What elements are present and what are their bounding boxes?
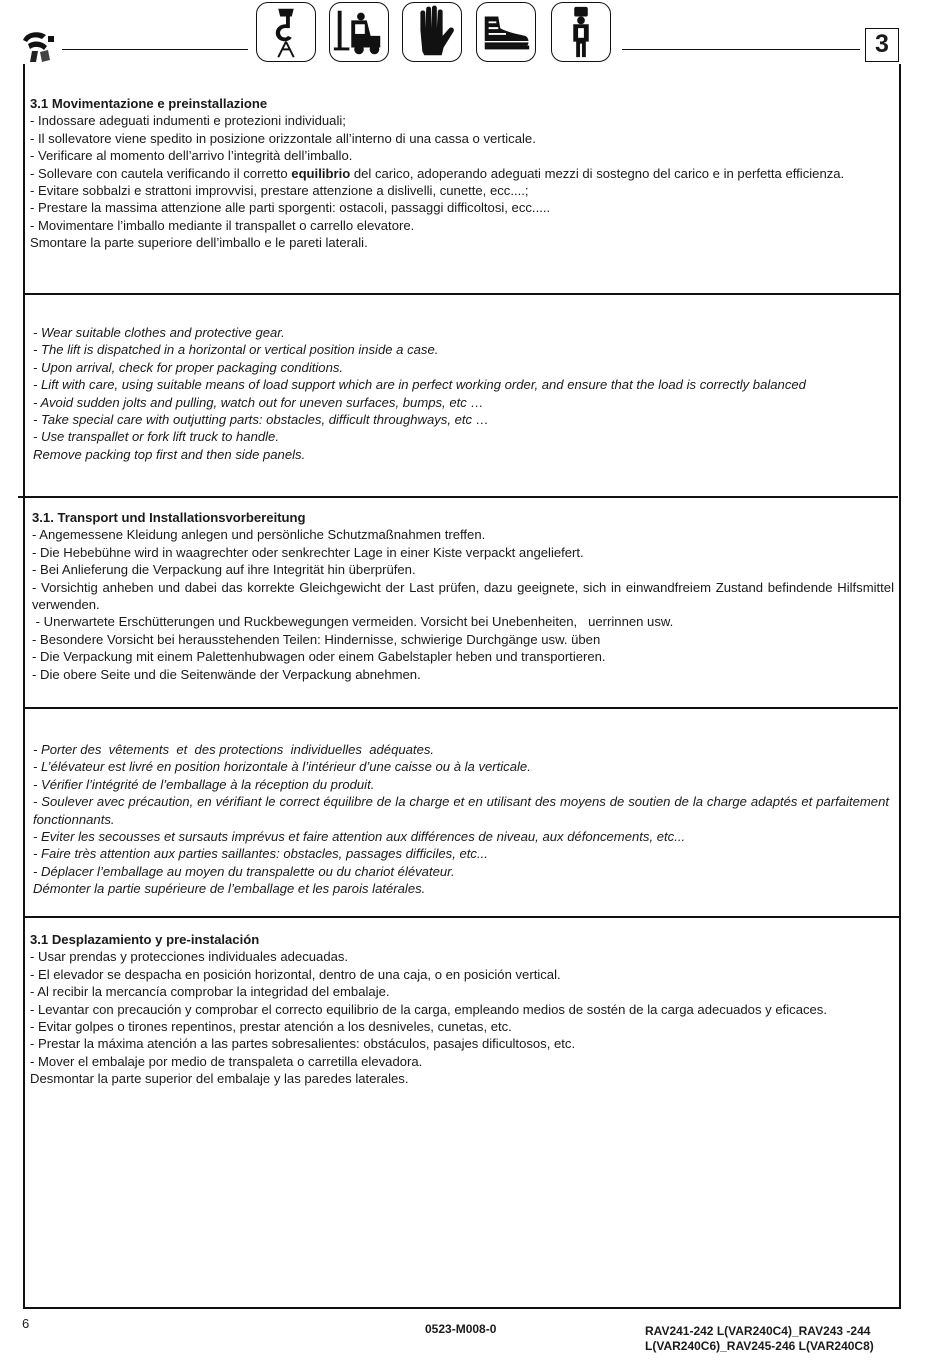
brand-logo [20, 26, 60, 66]
text-line: - Soulever avec précaution, en vérifiant le correct équilibre de la charge et en utilisant des moyens de soutien de la charge adaptés et parfaitement fonctionnants. [33, 794, 889, 827]
text-line: - Usar prendas y protecciones individuales adecuadas. [30, 949, 349, 965]
section-title-spanish: 3.1 Desplazamiento y pre-instalación [30, 932, 260, 947]
text-line: - Die obere Seite und die Seitenwände der Verpackung abnehmen. [32, 666, 421, 682]
text-line: - Use transpallet or fork lift truck to handle. [33, 429, 279, 445]
text-line: Desmontar la parte superior del embalaje y las paredes laterales. [30, 1071, 409, 1087]
text-line: - Unerwartete Erschütterungen und Ruckbewegungen vermeiden. Vorsicht bei Unebenheiten, uerrinnen usw. [32, 614, 674, 630]
text-line: - Bei Anlieferung die Verpackung auf ihre Integrität hin überprüfen. [32, 562, 416, 578]
section-title-german: 3.1. Transport und Installationsvorbereitung [32, 510, 306, 525]
text-line: - Levantar con precaución y comprobar el correcto equilibrio de la carga, empleando medios de sostén de la carga adecuados y eficaces. [30, 1001, 827, 1017]
page-number: 6 [22, 1316, 30, 1331]
overalls-worker-icon [551, 2, 611, 62]
header-rule-left [62, 49, 248, 50]
text-line: - Evitare sobbalzi e strattoni improvvisi, prestare attenzione a dislivelli, cunette, ecc....; [30, 183, 529, 199]
forklift-icon [329, 2, 389, 62]
text-line: - Porter des vêtements et des protections individuelles adéquates. [33, 742, 435, 757]
text-line: - Angemessene Kleidung anlegen und persönliche Schutzmaßnahmen treffen. [32, 527, 486, 543]
text-line: Démonter la partie supérieure de l’emballage et les parois latérales. [33, 881, 426, 897]
chapter-number-box: 3 [865, 28, 899, 62]
text-line: - Verificare al momento dell’arrivo l’integrità dell’imballo. [30, 148, 353, 164]
text-line: - Upon arrival, check for proper packaging conditions. [33, 359, 344, 375]
protective-glove-icon [402, 2, 462, 62]
divider-de-fr [23, 707, 898, 709]
bold-term: equilibrio [291, 165, 351, 181]
text-line: - Die Hebebühne wird in waagrechter oder senkrechter Lage in einer Kiste verpackt angeliefert. [32, 544, 584, 560]
text-line: - Il sollevatore viene spedito in posizione orizzontale all’interno di una cassa o verticale. [30, 130, 536, 146]
text-line: - Vérifier l’intégrité de l’emballage à la réception du produit. [33, 776, 375, 792]
text-line: - Besondere Vorsicht bei herausstehenden Teilen: Hindernisse, schwierige Durchgänge usw. üben [32, 631, 601, 647]
text-line: - Al recibir la mercancía comprobar la integridad del embalaje. [30, 984, 390, 1000]
text-fragment: - Sollevare con cautela verificando il corretto [30, 165, 292, 181]
text-line: - Prestar la máxima atención a las partes sobresalientes: obstáculos, pasajes dificultosos, etc. [30, 1036, 576, 1052]
frame-left-border [23, 64, 25, 1309]
divider-it-en [23, 293, 901, 295]
safety-shoe-icon [476, 2, 536, 62]
section-french [33, 741, 889, 898]
section-english [33, 324, 889, 463]
text-line: - Vorsichtig anheben und dabei das korrekte Gleichgewicht der Last prüfen, dazu geeignete, sich in einwandfreiem Zustand befindende Hilfsmittel verwenden. [32, 579, 894, 613]
text-line: - Indossare adeguati indumenti e protezioni individuali; [30, 113, 346, 129]
text-line: - Take special care with outjutting parts: obstacles, difficult throughways, etc … [33, 412, 489, 428]
frame-right-border [899, 64, 901, 1309]
text-line: - Mover el embalaje por medio de transpaleta o carretilla elevadora. [30, 1053, 423, 1069]
text-line: - The lift is dispatched in a horizontal or vertical position inside a case. [33, 342, 439, 358]
text-line: - Evitar golpes o tirones repentinos, prestar atención a los desniveles, cunetas, etc. [30, 1019, 512, 1035]
model-line: RAV241-242 L(VAR240C4)_RAV243 -244 [645, 1324, 871, 1338]
section-title-italian: 3.1 Movimentazione e preinstallazione [30, 96, 268, 111]
text-line: - Avoid sudden jolts and pulling, watch out for uneven surfaces, bumps, etc … [33, 394, 484, 410]
text-line: - Lift with care, using suitable means of load support which are in perfect working order, and ensure that the load is correctly balanced [33, 377, 806, 393]
text-fragment: del carico, adoperando adeguati mezzi di sostegno del carico e in perfetta efficienza. [350, 165, 845, 181]
model-reference [645, 1324, 874, 1354]
divider-en-de [18, 496, 898, 498]
text-line: - Wear suitable clothes and protective gear. [33, 325, 285, 340]
crane-hook-icon [256, 2, 316, 62]
text-line [30, 165, 892, 182]
text-line: Smontare la parte superiore dell’imballo e le pareti laterali. [30, 235, 368, 251]
text-line: - Eviter les secousses et sursauts imprévus et faire attention aux différences de niveau, aux défoncements, etc... [33, 829, 686, 845]
section-spanish [30, 931, 892, 1088]
document-code: 0523-M008-0 [425, 1322, 497, 1336]
text-line: Remove packing top first and then side panels. [33, 446, 306, 462]
text-line: - El elevador se despacha en posición horizontal, dentro de una caja, o en posición vertical. [30, 966, 561, 982]
frame-bottom-border [23, 1307, 901, 1309]
divider-fr-es [23, 916, 899, 918]
text-line: - Faire très attention aux parties saillantes: obstacles, passages difficiles, etc... [33, 846, 488, 862]
text-line: - Prestare la massima attenzione alle parti sporgenti: ostacoli, passaggi difficoltosi, ecc..... [30, 200, 551, 216]
text-line: - Déplacer l’emballage au moyen du transpalette ou du chariot élévateur. [33, 863, 455, 879]
section-italian [30, 95, 892, 252]
model-line: L(VAR240C6)_RAV245-246 L(VAR240C8) [645, 1339, 874, 1353]
text-line: - Die Verpackung mit einem Palettenhubwagen oder einem Gabelstapler heben und transportieren. [32, 649, 606, 665]
header-rule-right [622, 49, 860, 50]
section-german [32, 509, 894, 683]
text-line: - Movimentare l’imballo mediante il transpallet o carrello elevatore. [30, 217, 415, 233]
text-line: - L’élévateur est livré en position horizontale à l’intérieur d’une caisse ou à la verticale. [33, 759, 531, 775]
